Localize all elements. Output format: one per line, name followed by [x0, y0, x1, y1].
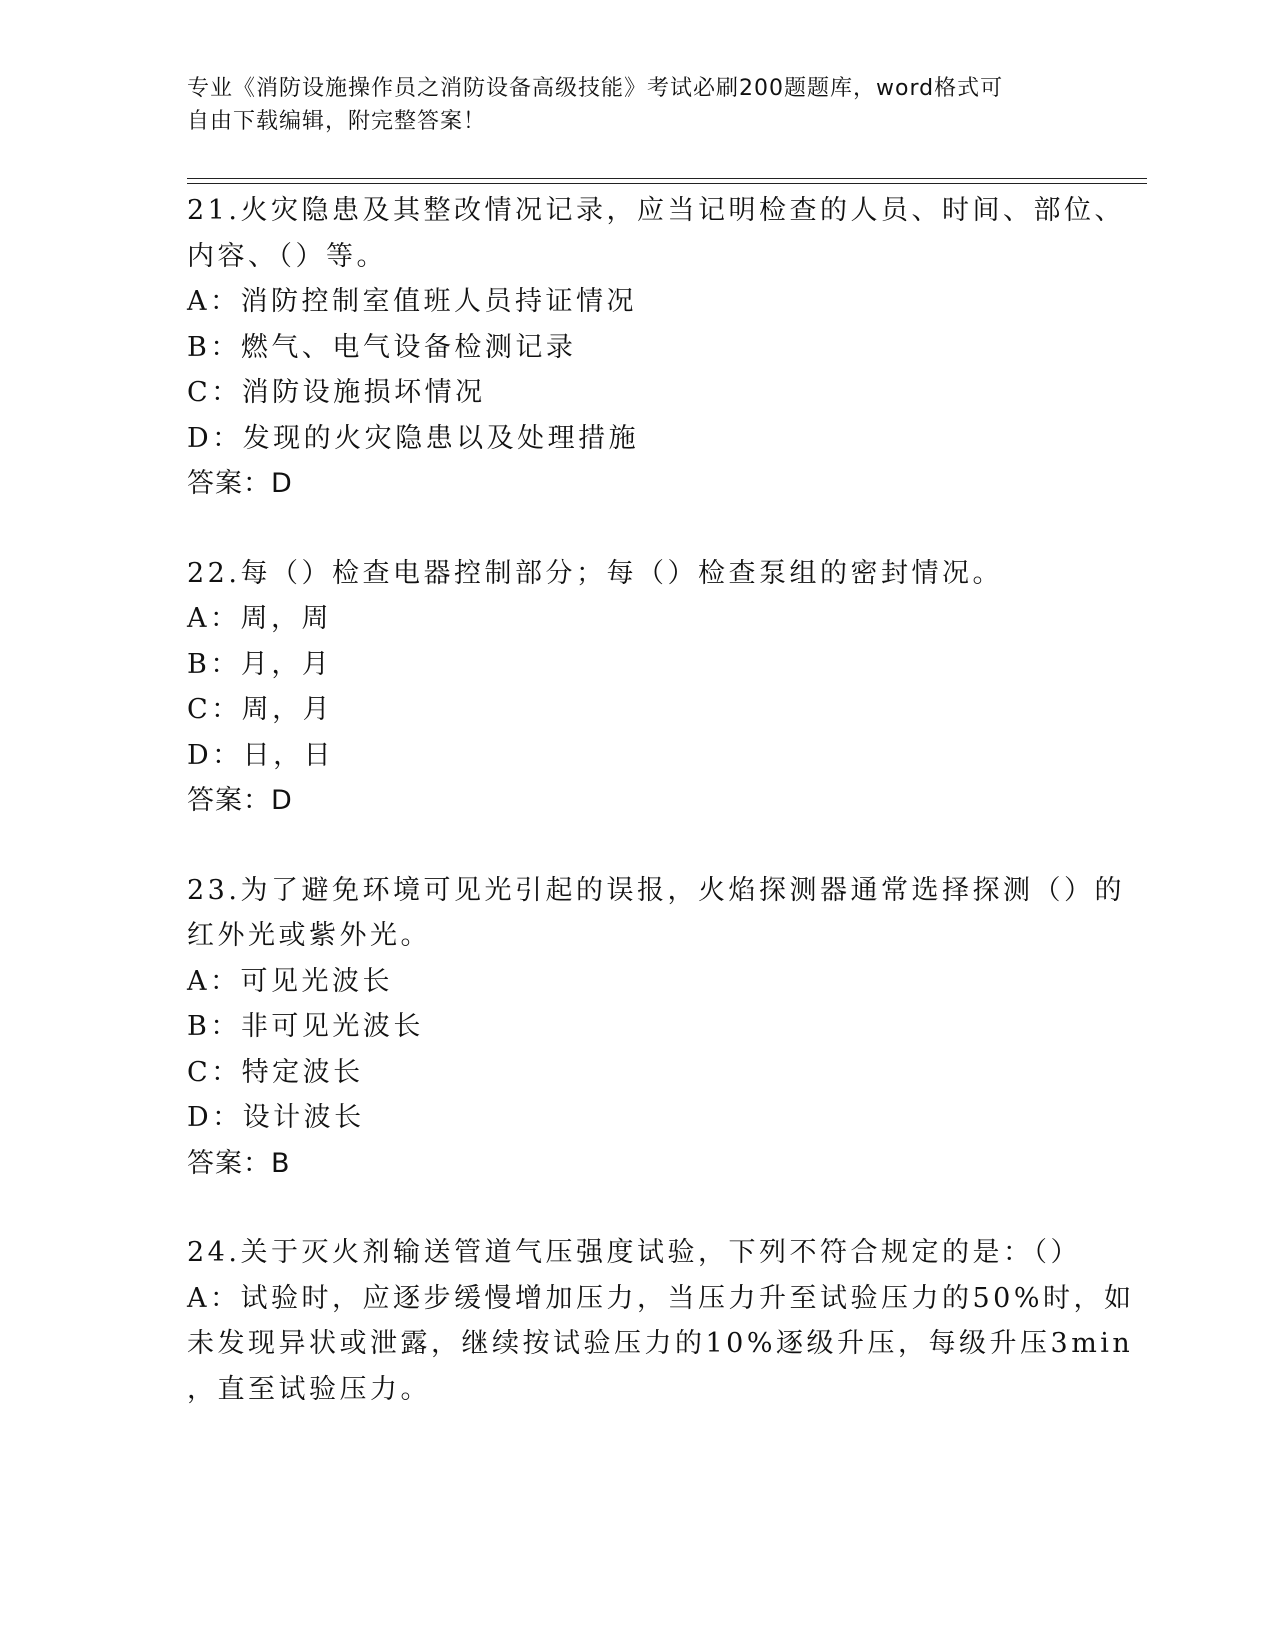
question-24 [187, 1230, 1135, 1412]
document-header [187, 72, 1067, 138]
question-stem: 21.火灾隐患及其整改情况记录，应当记明检查的人员、时间、部位、 [187, 195, 1125, 226]
option-a: A：消防控制室值班人员持证情况 [187, 286, 637, 317]
question-stem: 红外光或紫外光。 [187, 920, 431, 951]
answer: 答案：D [187, 785, 293, 816]
question-list [187, 188, 1135, 1456]
question-22 [187, 551, 1067, 824]
option-d: D：发现的火灾隐患以及处理措施 [187, 422, 640, 454]
option-a-continued: 未发现异状或泄露，继续按试验压力的10%逐级升压，每级升压3min [187, 1328, 1134, 1359]
header-divider-top [187, 178, 1147, 179]
header-line-2: 自由下载编辑，附完整答案！ [187, 109, 487, 134]
answer: 答案：D [187, 468, 293, 499]
option-c: C：周，月 [187, 694, 334, 725]
option-b: B：非可见光波长 [187, 1011, 424, 1042]
question-stem: 内容、（）等。 [187, 240, 387, 272]
option-a: A：周，周 [187, 603, 332, 634]
question-stem: 23.为了避免环境可见光引起的误报，火焰探测器通常选择探测（）的 [187, 874, 1125, 906]
option-c: C：消防设施损坏情况 [187, 377, 486, 408]
option-a-continued: ，直至试验压力。 [187, 1373, 431, 1405]
option-b: B：燃气、电气设备检测记录 [187, 331, 577, 363]
option-a: A：试验时，应逐步缓慢增加压力，当压力升至试验压力的50%时，如 [187, 1282, 1135, 1314]
option-d: D：日，日 [187, 739, 335, 771]
header-line-1: 专业《消防设施操作员之消防设备高级技能》考试必刷200题题库，word格式可 [187, 76, 1004, 101]
question-stem: 22.每（）检查电器控制部分；每（）检查泵组的密封情况。 [187, 557, 1003, 589]
header-divider-bottom [187, 183, 1147, 184]
question-21 [187, 188, 1125, 507]
option-a: A：可见光波长 [187, 965, 393, 997]
question-23 [187, 868, 1125, 1187]
option-b: B：月，月 [187, 648, 333, 680]
question-stem: 24.关于灭火剂输送管道气压强度试验，下列不符合规定的是：（） [187, 1237, 1081, 1268]
answer: 答案：B [187, 1147, 291, 1179]
option-c: C：特定波长 [187, 1056, 364, 1088]
option-d: D：设计波长 [187, 1102, 365, 1133]
